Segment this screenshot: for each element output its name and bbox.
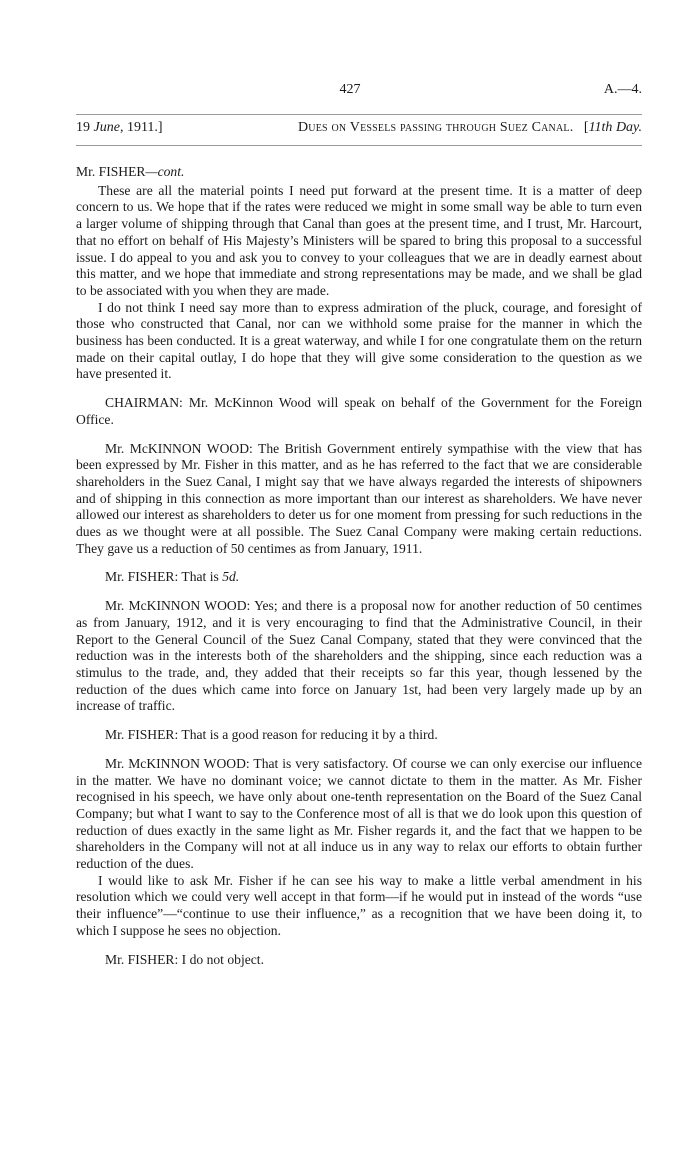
- fisher-1-italic: 5d.: [222, 569, 240, 585]
- paragraph-mckinnon-3: Mr. McKINNON WOOD: That is very satisfactory. Of course we can only exercise our influence in the matter. We have no dominant voice; we cannot dictate to them in the matter. As Mr. Fisher recognised in his speech, we have only about one-tenth representation on the Board of the Suez Canal Company; but what I want to say to the Conference most of all is that we do look upon this question of reduction of dues exactly in the same light as Mr. Fisher regards it, and the fact that we happen to be shareholders in the Company will not at all induce us in any way to relax our efforts to obtain further reduction of the dues.: [76, 755, 642, 872]
- running-title: Dues on Vessels passing through Suez Canal.: [298, 120, 574, 135]
- paragraph-fisher-2: Mr. FISHER: That is a good reason for reducing it by a third.: [105, 727, 438, 743]
- header-date-day: 19: [76, 120, 94, 135]
- paragraph-fisher-3: Mr. FISHER: I do not object.: [105, 951, 264, 967]
- header-date-year: , 1911.]: [119, 120, 163, 135]
- header-date-month: June: [93, 120, 120, 135]
- paragraph-chairman: CHAIRMAN: Mr. McKinnon Wood will speak on behalf of the Government for the Foreign Office.: [76, 395, 642, 427]
- paragraph-fisher-1: [76, 569, 642, 586]
- speaker-name: Mr. FISHER: [76, 164, 146, 179]
- fisher-1-text: Mr. FISHER: That is: [105, 569, 223, 585]
- day-label-number: 11th: [588, 120, 613, 135]
- speaker-cont-suffix: —cont.: [145, 164, 185, 179]
- paper-reference: A.—4.: [603, 82, 642, 97]
- speaker-continued: [76, 164, 642, 181]
- paragraph-1: These are all the material points I need put forward at the present time. It is a matter of deep concern to us. We hope that if the rates were reduced we might in some small way be able to turn even a larger volume of shipping through that Canal than goes at the present time, and I trust, Mr. Harcourt, that no effort on behalf of His Majesty’s Ministers will be spared to bring this proposal to a successful issue. I do appeal to you and ask you to convey to your colleagues that we are in deadly earnest about this matter, and we hope that immediate and strong representations may be made, and we shall be glad to be associated with you when they are made.: [76, 182, 642, 298]
- paragraph-2: I do not think I need say more than to express admiration of the pluck, courage, and foresight of those who constructed that Canal, nor can we withhold some praise for the manner in which the business has been conducted. It is a great waterway, and while I for one congratulate them on the return made on their capital outlay, I do hope that they will give some consideration to the question as we have presented it.: [76, 299, 642, 382]
- day-label-open: [: [583, 120, 589, 135]
- paragraph-mckinnon-1: Mr. McKINNON WOOD: The British Government entirely sympathise with the view that has been expressed by Mr. Fisher in this matter, and as he has referred to the fact that we are considerable shareholders in the Suez Canal, I might say that we have always regarded the interests of shipowners and of shipping in this connection as more important than our interest as shareholders. We have never allowed our interest as shareholders to deter us for one moment from pressing for such reductions in the dues as we thought were at all possible. The Suez Canal Company were making certain reductions. They gave us a reduction of 50 centimes as from January, 1911.: [76, 440, 642, 556]
- header-rule-top: [76, 114, 642, 115]
- page-number: 427: [339, 82, 361, 97]
- paragraph-mckinnon-2: Mr. McKINNON WOOD: Yes; and there is a proposal now for another reduction of 50 centimes as from January, 1912, and it is very encouraging to find that the Administrative Council, in their Report to the General Council of the Suez Canal Company, stated that they were convinced that the reduction was in the interests both of the shareholders and the shipping, since each reduction was a stimulus to the trade, and, they added that their receipts so far this year, though lessened by the reduction of the dues which came into force on January 1st, had been very largely made up by an increase of traffic.: [76, 598, 642, 714]
- header-date: [76, 120, 163, 136]
- sitting-day-label: [584, 120, 642, 136]
- day-label-word: Day.: [612, 120, 642, 135]
- document-body: [76, 164, 642, 968]
- header-rule-bottom: [76, 145, 642, 146]
- running-header: [76, 120, 642, 142]
- paragraph-mckinnon-4: I would like to ask Mr. Fisher if he can see his way to make a little verbal amendment in his resolution which we could very well accept in that form—if he would put in instead of the words “use their influence”—“continue to use their influence,” as a recognition that we have been doing it, to which I suppose he sees no objection.: [76, 872, 642, 938]
